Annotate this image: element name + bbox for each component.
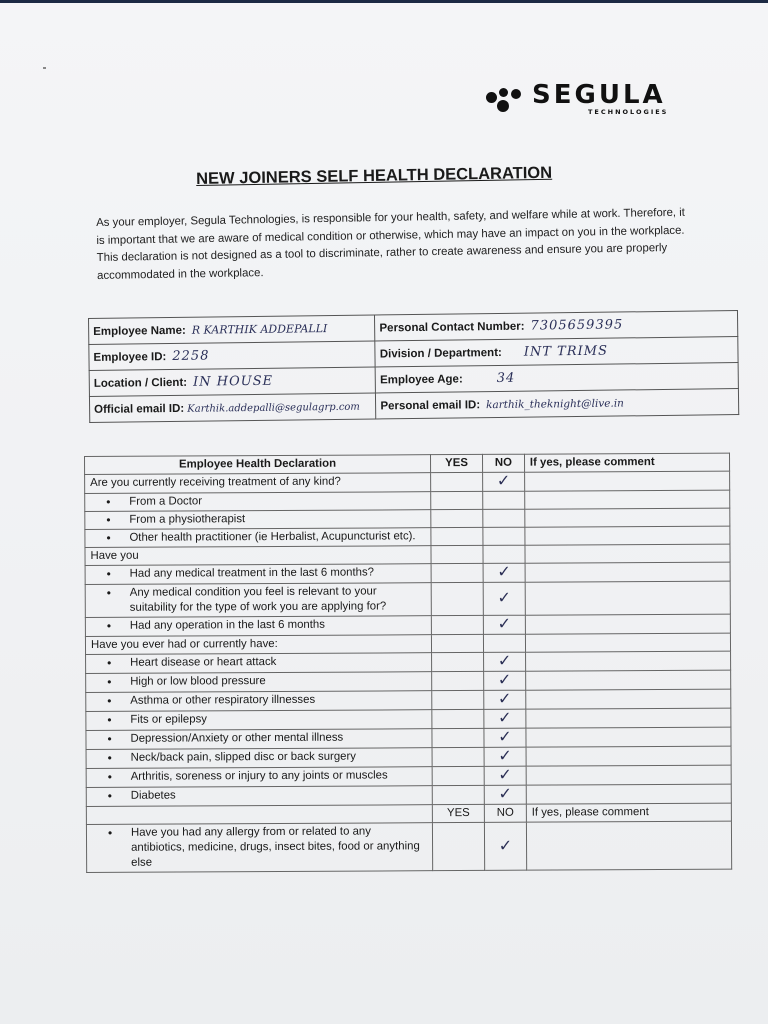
checkmark-icon: ✓	[497, 587, 511, 607]
question-cell	[86, 767, 432, 788]
yes-cell[interactable]	[431, 527, 483, 545]
no-cell[interactable]	[483, 563, 525, 582]
header-yes: YES	[430, 454, 482, 472]
personal-email-value: karthik_theknight@live.in	[486, 396, 624, 411]
question-cell	[86, 691, 432, 712]
no-cell[interactable]	[483, 582, 525, 615]
personal-email-label: Personal email ID:	[380, 398, 481, 412]
yes-cell[interactable]	[431, 615, 483, 634]
header2-comment: If yes, please comment	[526, 803, 731, 822]
no-cell[interactable]	[484, 747, 526, 766]
comment-cell[interactable]	[525, 670, 730, 690]
location-label: Location / Client:	[93, 376, 188, 390]
question-cell	[85, 528, 431, 548]
comment-cell[interactable]	[525, 526, 730, 545]
question-text: • Fits or epilepsy	[91, 711, 426, 728]
yes-cell[interactable]	[431, 634, 483, 652]
no-cell[interactable]	[484, 690, 526, 709]
official-email-cell[interactable]	[89, 393, 376, 422]
question-cell	[85, 583, 431, 618]
question-cell	[85, 473, 431, 494]
yes-cell[interactable]	[432, 766, 484, 785]
question-cell	[86, 672, 432, 693]
question-text: • From a Doctor	[90, 493, 425, 510]
health-declaration-table	[84, 453, 732, 873]
comment-cell[interactable]	[525, 614, 730, 634]
question-cell	[86, 653, 432, 674]
comment-cell[interactable]	[525, 508, 730, 527]
location-value: IN HOUSE	[192, 373, 274, 390]
employee-id-label: Employee ID:	[93, 351, 167, 364]
no-cell[interactable]	[483, 527, 525, 545]
checkmark-icon: ✓	[498, 835, 513, 855]
employee-id-cell[interactable]	[89, 341, 376, 370]
checkmark-icon: ✓	[498, 764, 512, 784]
header-comment: If yes, please comment	[524, 453, 729, 472]
division-value: INT TRIMS	[523, 343, 609, 360]
yes-cell[interactable]	[431, 545, 483, 563]
question-text: • Neck/back pain, slipped disc or back surgery	[92, 749, 427, 766]
no-cell[interactable]	[483, 615, 525, 634]
logo-brand: SEGULA	[532, 80, 666, 110]
question-cell	[86, 710, 432, 731]
question-cell	[85, 616, 431, 637]
yes-cell[interactable]	[432, 709, 484, 728]
checkmark-icon: ✓	[497, 613, 512, 633]
checkmark-icon: ✓	[496, 470, 511, 490]
checkmark-icon: ✓	[497, 561, 511, 581]
header-question: Employee Health Declaration	[85, 455, 431, 475]
comment-cell[interactable]	[525, 633, 730, 652]
question-cell	[86, 786, 432, 807]
employee-name-value: R KARTHIK ADDEPALLI	[191, 322, 328, 337]
comment-cell[interactable]	[525, 490, 730, 509]
comment-cell[interactable]	[525, 581, 730, 615]
no-cell[interactable]	[483, 472, 525, 491]
no-cell[interactable]	[484, 766, 526, 785]
allergy-yes-cell[interactable]	[432, 822, 484, 870]
comment-cell[interactable]	[526, 727, 731, 747]
logo-tagline: TECHNOLOGIES	[588, 108, 669, 116]
question-cell	[86, 748, 432, 769]
question-cell	[85, 635, 431, 655]
question-text: • High or low blood pressure	[91, 673, 426, 690]
checkmark-icon: ✓	[498, 707, 512, 727]
yes-cell[interactable]	[432, 690, 484, 709]
contact-number-value: 7305659395	[530, 317, 624, 334]
header-no: NO	[483, 454, 525, 472]
allergy-no-cell[interactable]	[484, 822, 526, 870]
comment-cell[interactable]	[526, 746, 731, 766]
question-text: Have you ever had or currently have:	[90, 637, 278, 651]
no-cell[interactable]	[483, 491, 525, 509]
question-cell	[85, 546, 431, 566]
checkmark-icon: ✓	[498, 745, 512, 765]
employee-info-table	[88, 310, 739, 423]
yes-cell[interactable]	[432, 785, 484, 804]
comment-cell[interactable]	[526, 708, 731, 728]
no-cell[interactable]	[483, 545, 525, 563]
question-text: • Other health practitioner (ie Herbalist, Acupuncturist etc).	[90, 529, 425, 546]
yes-cell[interactable]	[431, 491, 483, 509]
yes-cell[interactable]	[431, 582, 483, 615]
allergy-question-text: • Have you had any allergy from or related to any antibiotics, medicine, drugs, insect bites, food or anything else	[92, 824, 427, 871]
yes-cell[interactable]	[432, 652, 484, 671]
comment-cell[interactable]	[525, 562, 730, 582]
question-cell	[85, 564, 431, 585]
header2-no: NO	[484, 804, 526, 822]
question-text: • Diabetes	[92, 787, 427, 804]
employee-age-value: 34	[496, 370, 516, 387]
yes-cell[interactable]	[431, 563, 483, 582]
question-cell	[86, 729, 432, 750]
question-cell	[85, 510, 431, 530]
checkmark-icon: ✓	[497, 650, 512, 670]
comment-cell[interactable]	[526, 765, 731, 785]
intro-paragraph: As your employer, Segula Technologies, is responsible for your health, safety, and welfare while at work. Therefore, it is important that we are aware of medical condition or otherwise, which may have an impact on you in the workplace. This declaration is not designed as a tool to discriminate, rather to create awareness and ensure you are properly accommodated in the workplace.	[96, 206, 685, 282]
question-text: • Asthma or other respiratory illnesses	[91, 692, 426, 709]
checkmark-icon: ✓	[497, 669, 512, 689]
header2-blank	[86, 805, 432, 825]
contact-number-label: Personal Contact Number:	[379, 320, 525, 335]
question-text: Are you currently receiving treatment of any kind?	[90, 475, 341, 489]
allergy-comment-cell[interactable]	[526, 821, 731, 870]
employee-name-cell[interactable]	[89, 315, 376, 344]
yes-cell[interactable]	[432, 747, 484, 766]
yes-cell[interactable]	[432, 671, 484, 690]
question-text: • Depression/Anxiety or other mental illness	[91, 730, 426, 747]
checkmark-icon: ✓	[497, 688, 512, 708]
question-text: Have you	[90, 549, 139, 562]
comment-cell[interactable]	[525, 651, 730, 671]
question-cell	[85, 492, 431, 512]
no-cell[interactable]	[483, 509, 525, 527]
no-cell[interactable]	[483, 634, 525, 652]
no-cell[interactable]	[484, 785, 526, 804]
scan-mark	[43, 67, 46, 69]
allergy-row	[86, 821, 731, 872]
page-top-edge	[0, 0, 768, 3]
comment-cell[interactable]	[525, 544, 730, 563]
checkmark-icon: ✓	[498, 783, 512, 803]
question-text: • Arthritis, soreness or injury to any joints or muscles	[92, 768, 427, 785]
table-row	[85, 581, 730, 617]
comment-cell[interactable]	[526, 689, 731, 709]
official-email-value: Karthik.addepalli@segulagrp.com	[187, 401, 360, 415]
employee-name-label: Employee Name:	[93, 324, 186, 338]
comment-cell[interactable]	[524, 471, 729, 491]
checkmark-icon: ✓	[498, 726, 512, 746]
no-cell[interactable]	[484, 728, 526, 747]
yes-cell[interactable]	[432, 728, 484, 747]
official-email-label: Official email ID:	[94, 402, 185, 416]
no-cell[interactable]	[484, 652, 526, 671]
question-text: • Had any medical treatment in the last 6 months?	[91, 565, 426, 582]
comment-cell[interactable]	[526, 784, 731, 804]
no-cell[interactable]	[484, 709, 526, 728]
question-text: • Heart disease or heart attack	[91, 654, 426, 671]
division-label: Division / Department:	[379, 346, 502, 361]
employee-id-value: 2258	[172, 348, 210, 364]
location-cell[interactable]	[89, 367, 376, 396]
question-text: • From a physiotherapist	[90, 511, 425, 528]
header2-yes: YES	[432, 804, 484, 822]
no-cell[interactable]	[484, 671, 526, 690]
question-text: • Any medical condition you feel is relevant to your suitability for the type of work you are applying for?	[91, 584, 426, 616]
yes-cell[interactable]	[431, 509, 483, 527]
form-title: NEW JOINERS SELF HEALTH DECLARATION	[196, 163, 553, 188]
question-text: • Had any operation in the last 6 months	[91, 617, 426, 634]
employee-age-label: Employee Age:	[380, 373, 463, 387]
segula-logo	[484, 80, 694, 120]
personal-email-cell[interactable]	[376, 389, 739, 419]
yes-cell[interactable]	[431, 472, 483, 491]
allergy-question	[86, 823, 432, 873]
